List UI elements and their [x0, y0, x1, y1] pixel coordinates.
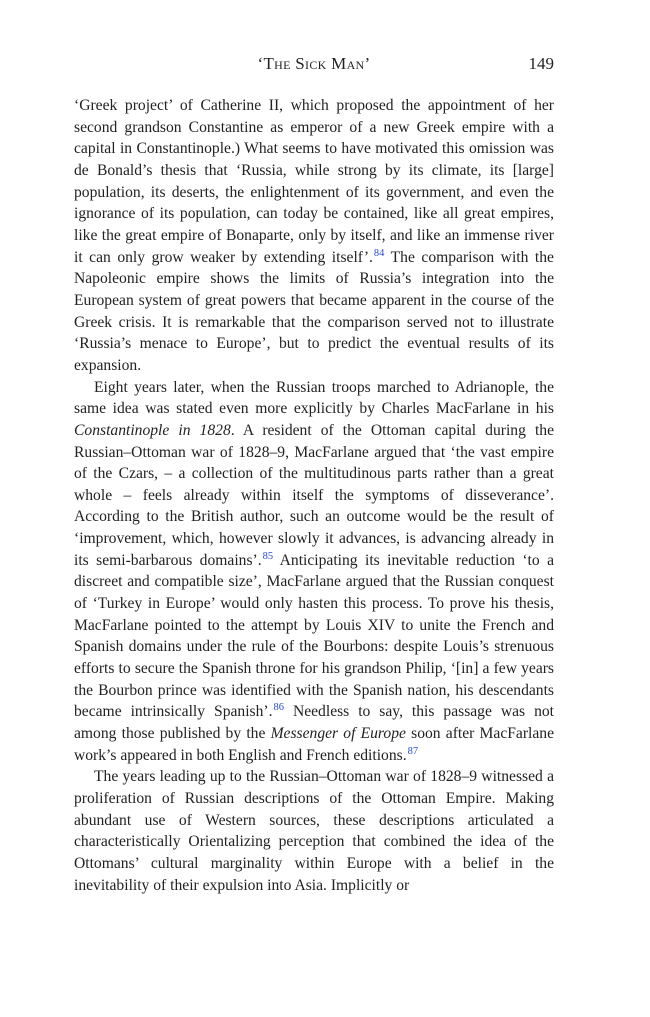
italic-title: Constantinople in 1828 — [74, 421, 231, 439]
footnote-ref-87[interactable]: 87 — [407, 745, 419, 757]
paragraph-1 — [74, 95, 554, 377]
text-run: . A resident of the Ottoman capital during the Russian–Ottoman war of 1828–9, MacFarlane argued that ‘the vast empire of the Czars, – a collection of the multitudinous parts rather than a great whole – feels already within itself the symptoms of disseverance’. According to the British author, such an outcome would be the result of ‘improvement, which, however slowly it advances, is advancing already in its semi-barbarous domains’. — [74, 421, 554, 569]
paragraph-2 — [74, 377, 554, 767]
text-run: The comparison with the Napoleonic empire shows the limits of Russia’s integration into the European system of great powers that became apparent in the course of the Greek crisis. It is remarkable that the comparison served not to illustrate ‘Russia’s menace to Europe’, but to predict the eventual results of its expansion. — [74, 248, 554, 374]
text-run: Anticipating its inevitable reduction ‘to a discreet and compatible size’, MacFarlane argued that the Russian conquest of ‘Turkey in Europe’ would only hasten this process. To prove his thesis, MacFarlane pointed to the attempt by Louis XIV to unite the French and Spanish domains under the rule of the Bourbons: despite Louis’s strenuous efforts to secure the Spanish throne for his grandson Philip, ‘[in] a few years the Bourbon prince was identified with the Spanish nation, his descendants became intrinsically Spanish’. — [74, 551, 554, 721]
text-run: soon after MacFarlane work’s appeared in both English and French editions. — [74, 725, 554, 764]
running-head — [74, 54, 554, 78]
text-run: ‘Greek project’ of Catherine II, which proposed the appointment of her second grandson Constantine as emperor of a new Greek empire with a capital in Constantinople.) What seems to have motivated this omission was de Bonald’s thesis that ‘Russia, while strong by its climate, its [large] population, its deserts, the enlightenment of its government, and even the ignorance of its population, can today be contained, like all great empires, like the great empire of Bonaparte, only by itself, and like an immense river it can only grow weaker by extending itself’. — [74, 97, 554, 266]
footnote-ref-85[interactable]: 85 — [262, 550, 274, 562]
italic-title: Messenger of Europe — [270, 725, 406, 743]
footnote-ref-86[interactable]: 86 — [273, 702, 284, 714]
text-run: Eight years later, when the Russian troops marched to Adrianople, the same idea was stated even more explicitly by Charles MacFarlane in his — [74, 378, 554, 418]
footnote-ref-84[interactable]: 84 — [373, 247, 385, 259]
text-run: Needless to say, this passage was not among those published by the — [74, 703, 554, 743]
text-run: The years leading up to the Russian–Ottoman war of 1828–9 witnessed a proliferation of Russian descriptions of the Ottoman Empire. Making abundant use of Western sources, these descriptions articulated a characteristically Orientalizing perception that combined the idea of the Ottomans’ cultural marginality within Europe with a belief in the inevitability of their expulsion into Asia. Implicitly or — [74, 768, 554, 894]
chapter-title: ‘The Sick Man’ — [257, 54, 371, 73]
paragraph-3 — [74, 766, 554, 896]
body-text — [74, 95, 554, 896]
page-number: 149 — [528, 54, 554, 73]
